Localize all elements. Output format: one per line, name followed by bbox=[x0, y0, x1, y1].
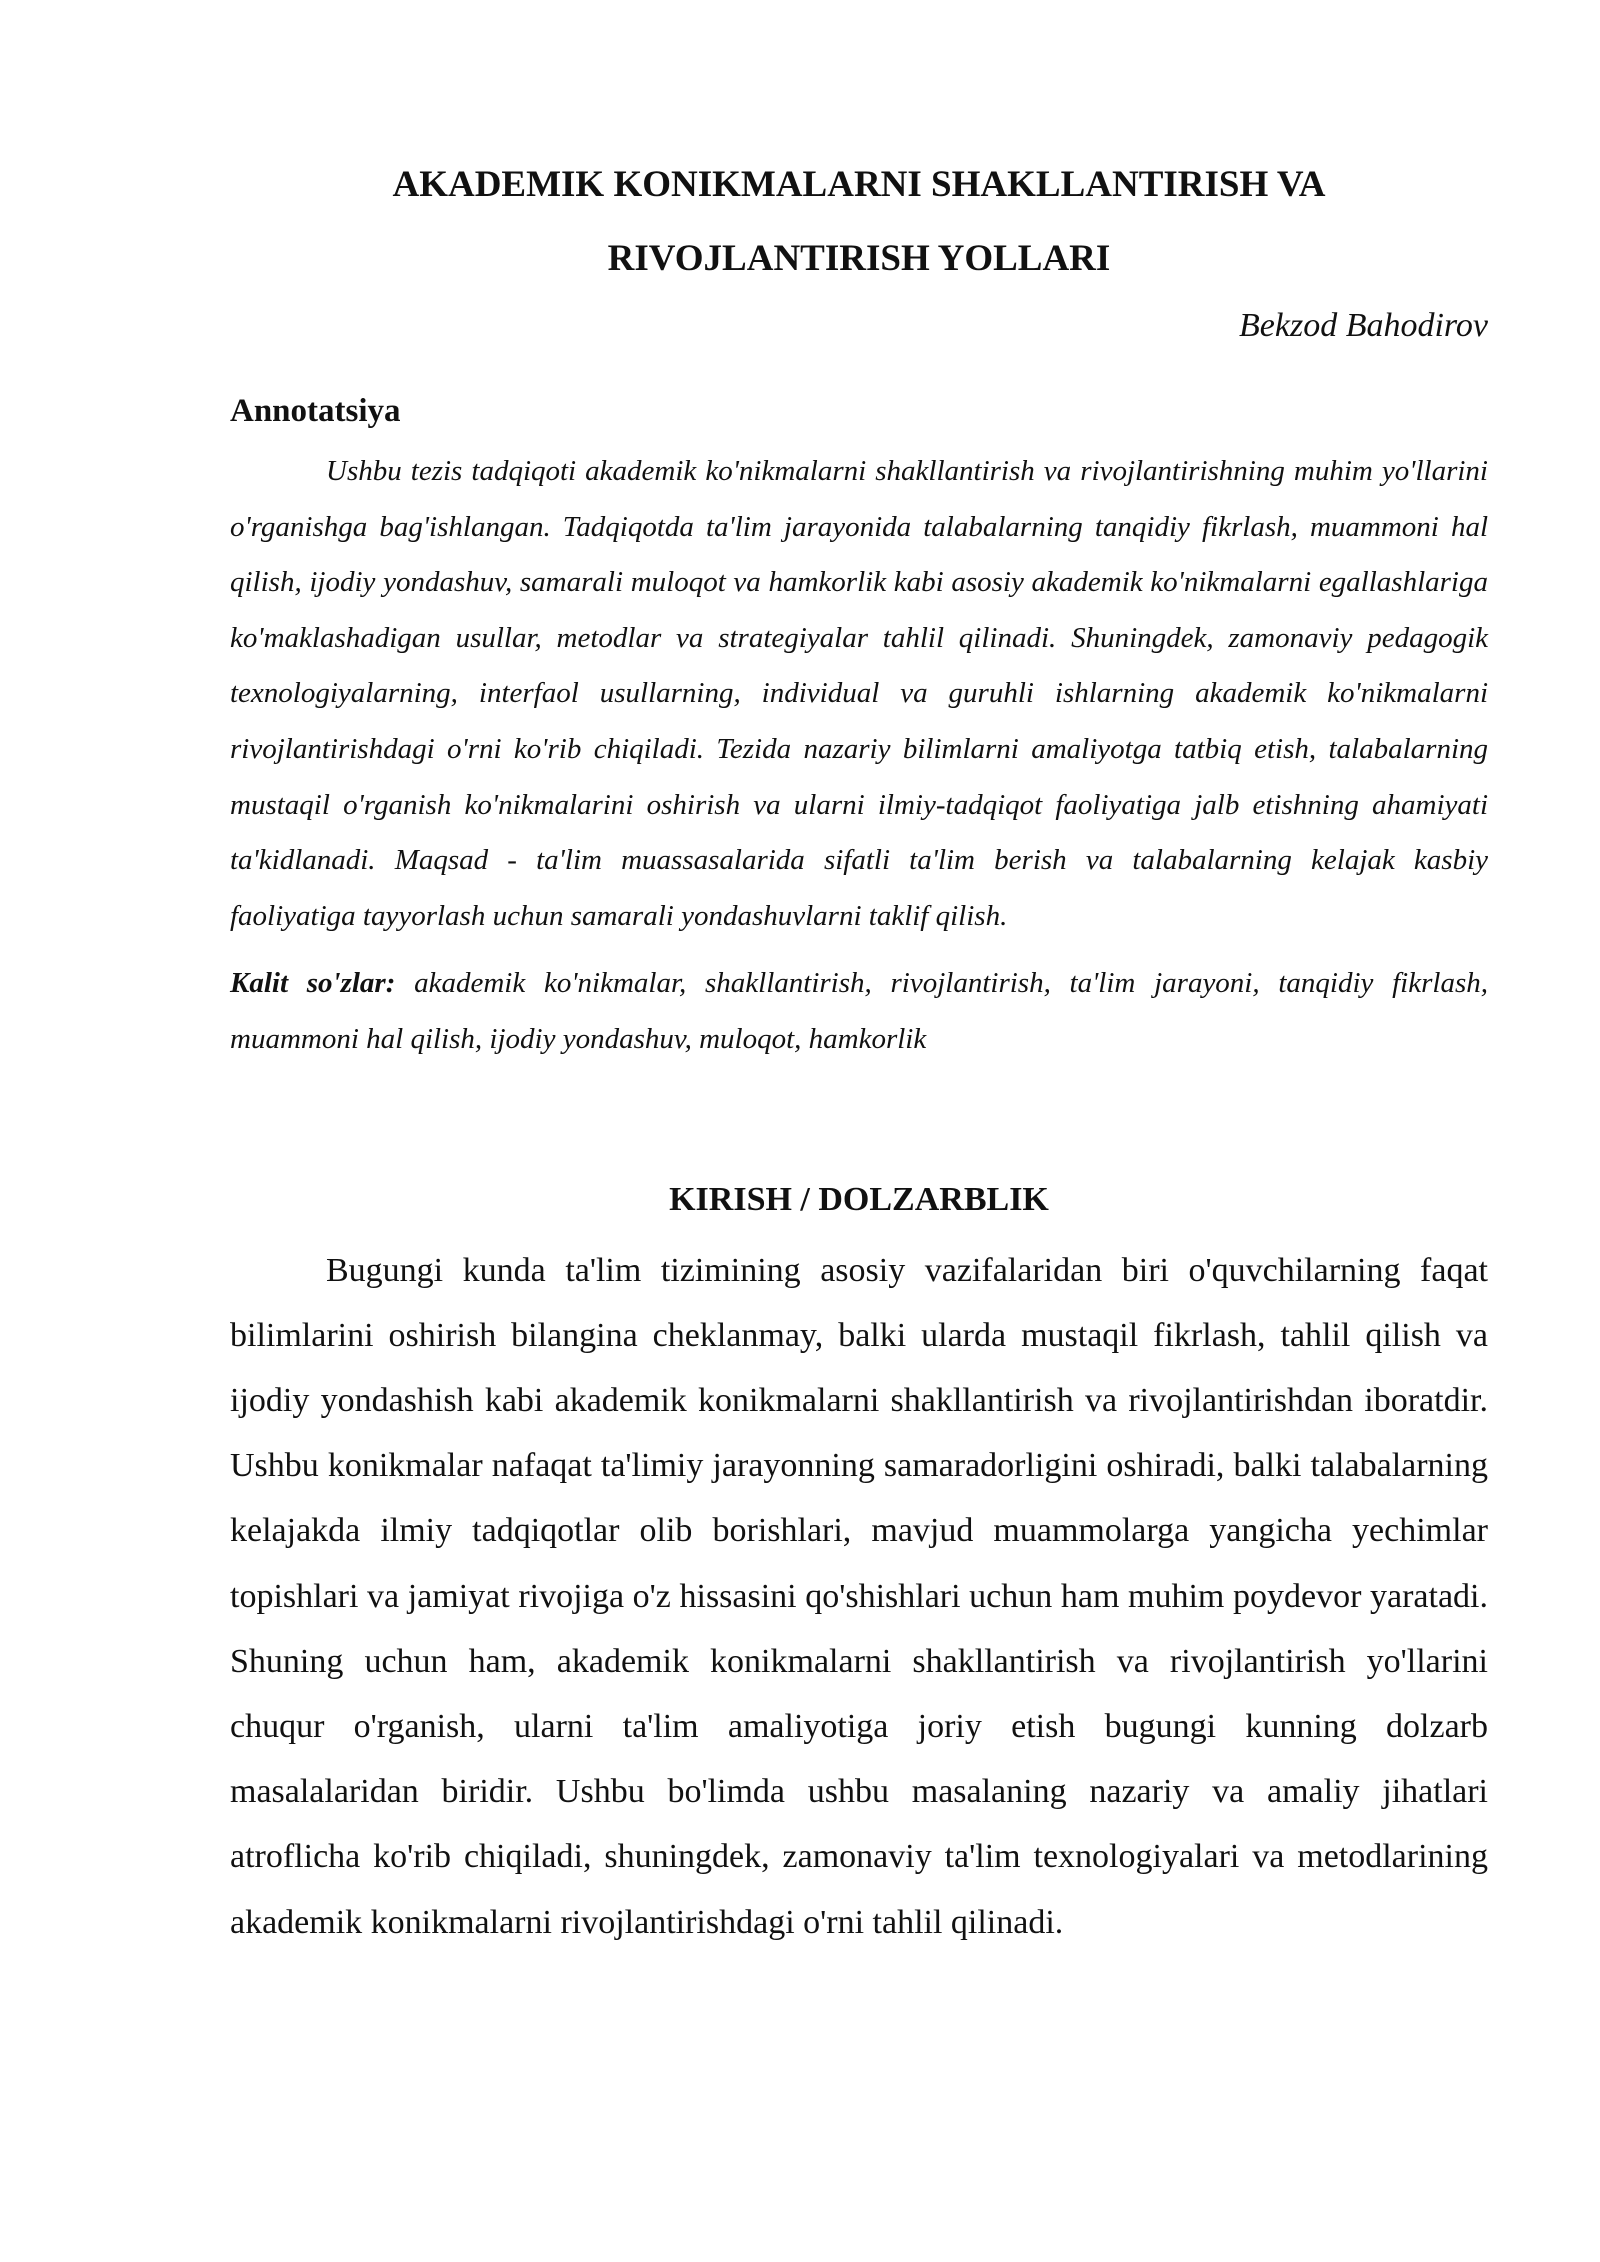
annotation-heading: Annotatsiya bbox=[230, 393, 401, 429]
section-body-paragraph: Bugungi kunda ta'lim tizimining asosiy vazifalaridan biri o'quvchilarning faqat bilimlarini oshirish bilangina cheklanmay, balki ularda mustaqil fikrlash, tahlil qilish va ijodiy yondashish kabi akademik konikmalarni shakllantirish va rivojlantirishdan iboratdir. Ushbu konikmalar nafaqat ta'limiy jarayonning samaradorligini oshiradi, balki talabalarning kelajakda ilmiy tadqiqotlar olib borishlari, mavjud muammolarga yangicha yechimlar topishlari va jamiyat rivojiga o'z hissasini qo'shishlari uchun ham muhim poydevor yaratadi. Shuning uchun ham, akademik konikmalarni shakllantirish va rivojlantirish yo'llarini chuqur o'rganish, ularni ta'lim amaliyotiga joriy etish bugungi kunning dolzarb masalalaridan biridir. Ushbu bo'limda ushbu masalaning nazariy va amaliy jihatlari atroflicha ko'rib chiqiladi, shuningdek, zamonaviy ta'lim texnologiyalari va metodlarining akademik konikmalarni rivojlantirishdagi o'rni tahlil qilinadi. bbox=[230, 1251, 1488, 1941]
abstract-paragraph: Ushbu tezis tadqiqoti akademik ko'nikmalarni shakllantirish va rivojlantirishning muhim yo'llarini o'rganishga bag'ishlangan. Tadqiqotda ta'lim jarayonida talabalarning tanqidiy fikrlash, muammoni hal qilish, ijodiy yondashuv, samarali muloqot va hamkorlik kabi asosiy akademik ko'nikmalarni egallashlariga ko'maklashadigan usullar, metodlar va strategiyalar tahlil qilinadi. Shuningdek, zamonaviy pedagogik texnologiyalarning, interfaol usullarning, individual va guruhli ishlarning akademik ko'nikmalarni rivojlantirishdagi o'rni ko'rib chiqiladi. Tezida nazariy bilimlarni amaliyotga tatbiq etish, talabalarning mustaqil o'rganish ko'nikmalarini oshirish va ularni ilmiy-tadqiqot faoliyatiga jalb etishning ahamiyati ta'kidlanadi. Maqsad - ta'lim muassasalarida sifatli ta'lim berish va talabalarning kelajak kasbiy faoliyatiga tayyorlash uchun samarali yondashuvlarni taklif qilish. bbox=[230, 455, 1488, 932]
section-heading: KIRISH / DOLZARBLIK bbox=[669, 1180, 1049, 1218]
author-name: Bekzod Bahodirov bbox=[1239, 307, 1488, 344]
keywords-text: akademik ko'nikmalar, shakllantirish, rivojlantirish, ta'lim jarayoni, tanqidiy fikrlash, muammoni hal qilish, ijodiy yondashuv, muloqot, hamkorlik bbox=[230, 967, 1488, 1055]
document-page bbox=[230, 148, 1488, 1955]
keywords-label: Kalit so'zlar: bbox=[230, 967, 396, 1000]
document-title: AKADEMIK KONIKMALARNI SHAKLLANTIRISH VA RIVOJLANTIRISH YOLLARI bbox=[392, 164, 1326, 279]
keywords-paragraph bbox=[230, 956, 1488, 1067]
